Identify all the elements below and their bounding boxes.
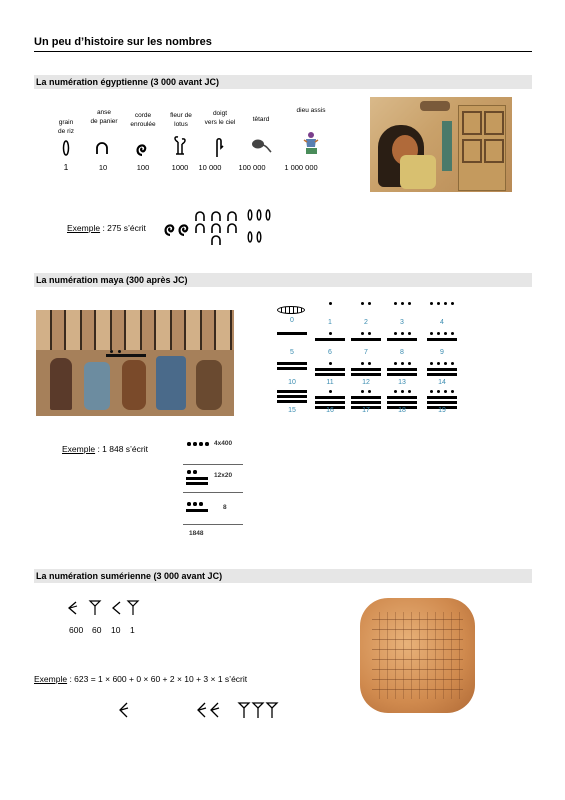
maya-example-label [62,444,148,454]
maya-numeral-6 [313,330,347,358]
maya-dot [451,362,454,365]
maya-dot [408,332,411,335]
maya-numeral-label: 15 [288,407,296,414]
egypt-symbol-name-100: corde enroulée [130,112,156,128]
maya-bar [315,338,345,341]
maya-dot [394,332,397,335]
maya-numeral-18 [385,388,419,416]
maya-dot [430,332,433,335]
maya-numeral-11 [313,360,347,388]
maya-heading: La numération maya (300 après JC) [34,273,532,287]
maya-numeral-14 [425,360,459,388]
maya-bar [277,332,307,335]
maya-bar [387,373,417,376]
maya-bar [427,401,457,404]
maya-dot [394,390,397,393]
maya-bar [315,401,345,404]
sumer-value-10: 10 [111,625,121,635]
maya-numeral-label: 2 [364,319,368,326]
maya-example-row-label: 4x400 [214,440,233,447]
maya-dot [444,302,447,305]
maya-dot [193,502,197,506]
maya-bar [427,368,457,371]
sumer-value-600: 600 [69,625,84,635]
maya-dot [199,442,203,446]
maya-bar [351,338,381,341]
maya-numeral-17 [349,388,383,416]
maya-bar [277,362,307,365]
maya-numeral-label: 7 [364,349,368,356]
maya-numeral-10 [275,360,309,388]
maya-bar [277,390,307,393]
maya-bar [186,509,208,512]
maya-example-row [183,468,245,494]
maya-example-divider [183,492,243,493]
maya-dot [199,502,203,506]
maya-example-divider [183,524,243,525]
egypt-value-10000: 10 000 [198,163,222,172]
maya-numeral-label: 17 [362,407,370,414]
page-title: Un peu d’histoire sur les nombres [34,36,212,48]
maya-numeral-label: 13 [398,379,406,386]
maya-dot [451,302,454,305]
maya-numeral-13 [385,360,419,388]
maya-numeral-label: 19 [438,407,446,414]
maya-bar [277,367,307,370]
maya-dot [401,332,404,335]
egypt-symbol-name-100000: têtard [252,116,270,123]
maya-numeral-15 [275,388,309,416]
maya-numeral-label: 0 [290,317,294,324]
maya-numeral-label: 5 [290,349,294,356]
maya-example-word: Exemple [62,444,96,454]
maya-bar [387,396,417,399]
maya-dot [437,332,440,335]
sumer-example-text: : 623 = 1 × 600 + 0 × 60 + 2 × 10 + 3 × 1 s’écrit [67,674,248,684]
maya-numeral-label: 1 [328,319,332,326]
maya-dot [437,362,440,365]
egyptian-fresco-image [370,97,512,192]
maya-numeral-label: 14 [438,379,446,386]
maya-example-text: : 1 848 s’écrit [95,444,148,454]
maya-bar [186,482,208,485]
maya-numeral-19 [425,388,459,416]
sumer-10-symbol [113,602,120,614]
egypt-symbol-name-1000: fleur de lotus [170,112,192,128]
sumer-example-623-glyphs [115,700,285,722]
egypt-heading: La numération égyptienne (3 000 avant JC) [34,75,532,89]
maya-number-table [275,300,465,420]
sumer-symbols [66,598,146,618]
maya-numeral-label: 8 [400,349,404,356]
egypt-symbol-name-10: anse de panier [90,109,118,125]
lotus-icon [172,134,188,156]
maya-numeral-4 [425,300,459,328]
maya-dot [329,332,332,335]
maya-example-row-label: 12x20 [214,472,233,479]
egypt-value-10: 10 [98,163,108,172]
maya-bar [387,401,417,404]
maya-shell-icon [277,306,305,314]
maya-numeral-16 [313,388,347,416]
maya-numeral-label: 18 [398,407,406,414]
maya-dot [401,390,404,393]
maya-numeral-label: 4 [440,319,444,326]
maya-numeral-9 [425,330,459,358]
maya-dot [401,302,404,305]
maya-dot [329,362,332,365]
maya-bar [387,338,417,341]
maya-dot [368,362,371,365]
maya-bar [387,368,417,371]
egypt-example-275-glyphs [162,205,282,251]
maya-numeral-label: 9 [440,349,444,356]
maya-dot [329,390,332,393]
sumer-value-1: 1 [130,625,135,635]
maya-dot [193,442,197,446]
egypt-value-100: 100 [136,163,150,172]
maya-bar [427,338,457,341]
maya-numeral-5 [275,330,309,358]
maya-dot [430,302,433,305]
egypt-example-word: Exemple [67,223,101,233]
sumer-value-60: 60 [92,625,102,635]
maya-dot [451,390,454,393]
maya-example-row [183,440,245,466]
maya-dot [444,332,447,335]
tadpole-icon [250,136,272,154]
egypt-symbol-name-1000000: dieu assis [296,107,326,114]
seated-god-icon [301,130,321,156]
maya-dot [329,302,332,305]
maya-dot [451,332,454,335]
maya-dot [394,302,397,305]
maya-bar [351,396,381,399]
maya-numeral-label: 11 [326,379,334,386]
maya-example-row-label: 8 [223,504,227,511]
maya-numeral-label: 3 [400,319,404,326]
maya-dot [368,302,371,305]
maya-numeral-label: 16 [326,407,334,414]
maya-bar [427,373,457,376]
sumer-60-symbol [90,601,100,606]
maya-dot [394,362,397,365]
sumer-example-word: Exemple [34,674,68,684]
maya-codex-image [36,310,234,416]
maya-dot [444,362,447,365]
maya-dot [205,442,209,446]
maya-example-divider [183,464,243,465]
maya-dot [368,390,371,393]
maya-example-1848 [183,436,245,544]
grain-icon [60,139,72,157]
maya-bar [315,373,345,376]
maya-bar [351,373,381,376]
maya-dot [361,362,364,365]
maya-dot [187,442,191,446]
maya-dot [368,332,371,335]
maya-bar [186,477,208,480]
maya-bar [315,368,345,371]
maya-dot [187,502,191,506]
maya-dot [187,470,191,474]
sumerian-tablet-image [360,598,475,713]
maya-numeral-3 [385,300,419,328]
egypt-value-1000: 1000 [171,163,189,172]
maya-bar [351,368,381,371]
maya-numeral-label: 6 [328,349,332,356]
maya-dot [430,362,433,365]
egypt-value-1000000: 1 000 000 [284,163,318,172]
sumer-example-label [34,674,247,684]
maya-numeral-label: 10 [288,379,296,386]
maya-numeral-0 [275,300,309,328]
basket-handle-icon [94,140,110,156]
maya-dot [408,362,411,365]
maya-bar [427,396,457,399]
maya-example-total: 1848 [189,530,204,537]
maya-dot [361,332,364,335]
maya-dot [401,362,404,365]
maya-numeral-7 [349,330,383,358]
sumer-1-symbol [128,601,138,606]
maya-dot [444,390,447,393]
maya-numeral-12 [349,360,383,388]
maya-dot [361,390,364,393]
maya-bar [277,400,307,403]
maya-dot [193,470,197,474]
egypt-example-text: : 275 s’écrit [100,223,146,233]
maya-dot [430,390,433,393]
maya-numeral-1 [313,300,347,328]
maya-dot [408,390,411,393]
egypt-symbol-name-1: grain de riz [58,119,74,135]
maya-bar [351,401,381,404]
egypt-value-1: 1 [63,162,69,172]
title-divider [34,51,532,52]
sumer-heading: La numération sumérienne (3 000 avant JC) [34,569,532,583]
maya-bar [315,396,345,399]
maya-dot [437,302,440,305]
egypt-symbol-name-10000: doigt vers le ciel [204,110,236,126]
maya-numeral-2 [349,300,383,328]
rope-coil-icon [134,139,150,157]
maya-bar [277,395,307,398]
maya-dot [408,302,411,305]
maya-dot [361,302,364,305]
maya-dot [437,390,440,393]
finger-icon [212,136,226,158]
egypt-value-100000: 100 000 [238,163,266,172]
maya-numeral-8 [385,330,419,358]
maya-numeral-label: 12 [362,379,370,386]
maya-example-row [183,500,245,526]
egypt-example-label [67,223,146,233]
